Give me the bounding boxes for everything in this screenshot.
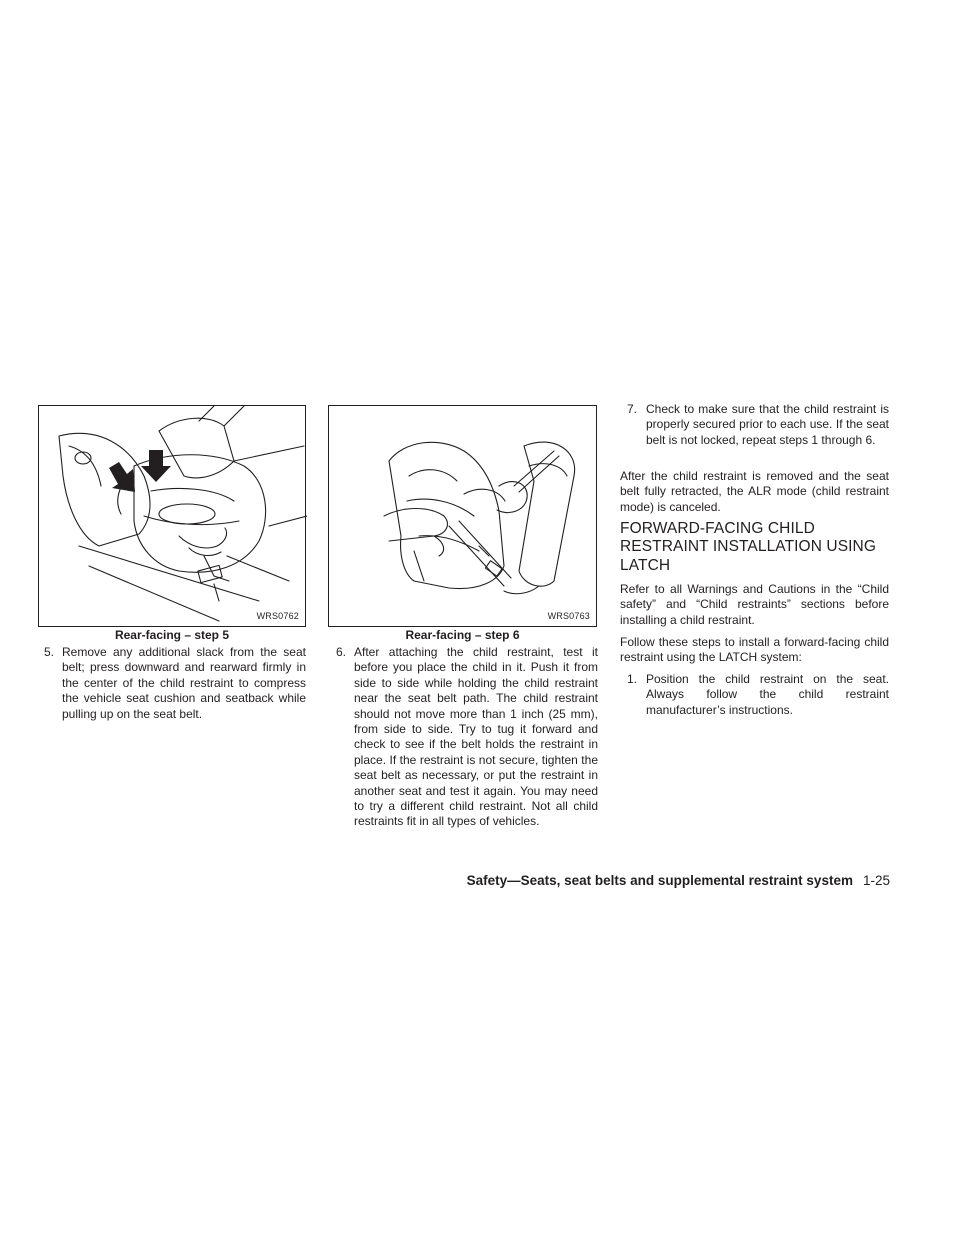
figure-rear-facing-step-5 xyxy=(38,405,306,627)
step-number: 7. xyxy=(627,402,638,416)
list-item-step-7 xyxy=(627,402,889,466)
illustration-step-6 xyxy=(329,406,598,628)
step-number: 1. xyxy=(627,672,638,686)
page-footer xyxy=(467,873,890,888)
figure-caption: Rear-facing – step 5 xyxy=(114,628,230,642)
figure-rear-facing-step-6 xyxy=(328,405,597,627)
refer-paragraph: Refer to all Warnings and Cautions in the “Child safety” and “Child restraints” sections before installing a child restraint. xyxy=(620,582,889,627)
figure-caption: Rear-facing – step 6 xyxy=(405,628,520,642)
list-item-latch-step-1 xyxy=(627,672,889,720)
diagonal-arrow-icon xyxy=(39,406,307,628)
figure-code: WRS0763 xyxy=(547,611,590,621)
figure-code: WRS0762 xyxy=(256,611,299,621)
footer-section-title: Safety—Seats, seat belts and supplemental restraint system xyxy=(466,873,853,888)
step-text: Check to make sure that the child restraint is properly secured prior to each use. If the seat belt is not locked, repeat steps 1 through 6. xyxy=(646,402,889,447)
list-item-step-6 xyxy=(336,645,598,845)
step-text: After attaching the child restraint, test it before you place the child in it. Push it from side to side while holding the child restraint near the seat belt path. The child restraint should not move more than 1 inch (25 mm), from side to side. Try to tug it forward and check to see if the belt holds the restraint in place. If the restraint is not secure, tighten the seat belt as necessary, or put the restraint in another seat and test it again. You may need to try a different child restraint. Not all child restraints fit in all types of vehicles. xyxy=(354,645,598,829)
step-number: 5. xyxy=(44,645,55,659)
step-number: 6. xyxy=(336,645,347,659)
section-heading: FORWARD-FACING CHILD RESTRAINT INSTALLATION USING LATCH xyxy=(620,520,877,574)
list-item-step-5 xyxy=(44,645,306,725)
page-number: 1-25 xyxy=(862,873,890,888)
step-text: Position the child restraint on the seat. Always follow the child restraint manufacturer’s instructions. xyxy=(646,672,889,717)
step-text: Remove any additional slack from the seat belt; press downward and rearward firmly in the center of the child restraint to compress the vehicle seat cushion and seatback while pulling up on the seat belt. xyxy=(62,645,306,721)
follow-paragraph: Follow these steps to install a forward-facing child restraint using the LATCH system: xyxy=(620,635,889,665)
alr-canceled-paragraph: After the child restraint is removed and the seat belt fully retracted, the ALR mode (child restraint mode) is canceled. xyxy=(620,469,889,514)
